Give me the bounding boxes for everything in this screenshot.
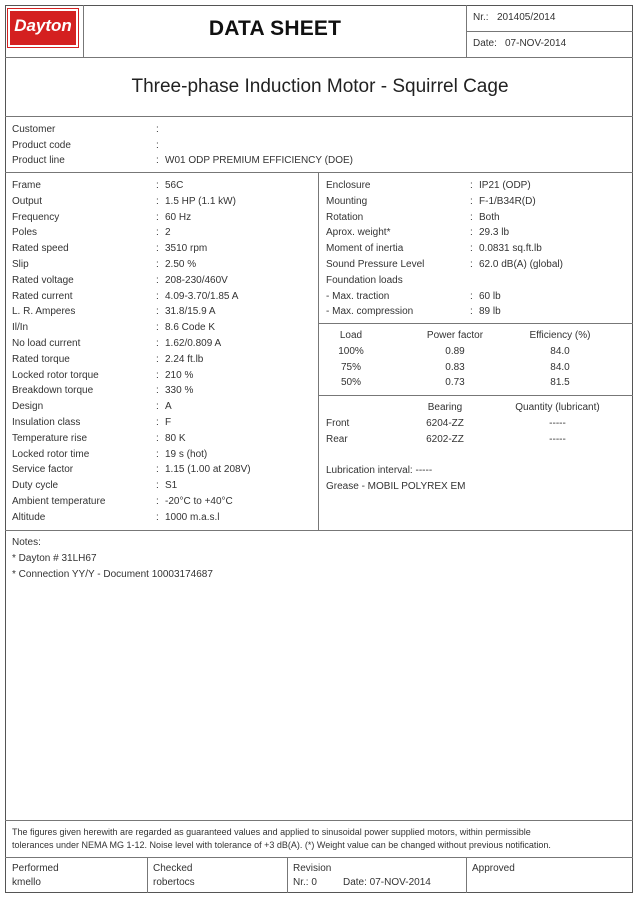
spec-value: 1000 m.a.s.l (165, 511, 220, 523)
performed-label: Performed (12, 863, 59, 874)
spec-value: 60 Hz (165, 211, 192, 223)
colon-separator: : (156, 124, 159, 135)
colon-separator: : (470, 211, 473, 223)
colon-separator: : (156, 401, 159, 413)
divider (318, 172, 319, 530)
checked-value: robertocs (153, 877, 195, 888)
divider (5, 820, 633, 821)
spec-value: 1.15 (1.00 at 208V) (165, 464, 251, 476)
spec-value: S1 (165, 480, 178, 492)
spec-value: 80 K (165, 432, 186, 444)
table-cell: 50% (340, 377, 361, 388)
spec-value: 1.5 HP (1.1 kW) (165, 195, 236, 207)
table-cell: ----- (549, 418, 566, 429)
spec-label: Il/In (12, 322, 29, 334)
divider (5, 57, 633, 58)
spec-value: 31.8/15.9 A (165, 306, 216, 318)
spec-label: Temperature rise (12, 432, 88, 444)
colon-separator: : (156, 306, 159, 318)
spec-value: 60 lb (479, 290, 501, 302)
table-header: Bearing (427, 402, 463, 413)
colon-separator: : (156, 369, 159, 381)
document-title: DATA SHEET (208, 17, 342, 40)
table-header: Efficiency (%) (529, 330, 591, 341)
colon-separator: : (156, 385, 159, 397)
divider (5, 530, 633, 531)
lubrication-interval: Lubrication interval: ----- (326, 465, 433, 476)
spec-value: 4.09-3.70/1.85 A (165, 290, 239, 302)
spec-value: 208-230/460V (165, 274, 228, 286)
spec-label: Aprox. weight* (326, 227, 391, 239)
colon-separator: : (156, 338, 159, 349)
field-value: W01 ODP PREMIUM EFFICIENCY (DOE) (165, 155, 353, 166)
spec-label: Rated voltage (12, 274, 74, 286)
colon-separator: : (470, 195, 473, 207)
spec-label: Ambient temperature (12, 496, 106, 507)
spec-value: Both (479, 211, 500, 223)
spec-value: 330 % (165, 385, 194, 397)
revision-number: Nr.: 0 (293, 877, 317, 888)
spec-label: Output (12, 195, 43, 207)
divider (466, 31, 633, 32)
spec-value: 89 lb (479, 306, 501, 318)
spec-label: Enclosure (326, 180, 371, 191)
spec-value: F (165, 417, 172, 428)
colon-separator: : (470, 259, 473, 270)
colon-separator: : (156, 448, 159, 460)
divider (287, 857, 288, 893)
spec-label: Locked rotor torque (12, 369, 99, 381)
spec-label: Rated speed (12, 243, 69, 255)
dayton-logo: Dayton (8, 9, 78, 47)
spec-label: Rated current (12, 290, 73, 302)
spec-value: 2 (165, 227, 171, 239)
spec-label: Rotation (326, 211, 364, 223)
colon-separator: : (156, 274, 159, 286)
divider (318, 395, 633, 396)
field-label: Product code (12, 139, 71, 151)
table-cell: 75% (340, 361, 361, 373)
colon-separator: : (470, 306, 473, 318)
table-cell: ----- (549, 433, 566, 445)
table-cell: 84.0 (550, 346, 570, 357)
table-cell: Rear (326, 433, 348, 445)
spec-value: 0.0831 sq.ft.lb (479, 243, 542, 255)
spec-label: Frame (12, 180, 41, 191)
spec-value: 1.62/0.809 A (165, 338, 222, 349)
colon-separator: : (156, 227, 159, 239)
spec-label: Design (12, 401, 44, 413)
table-cell: 100% (338, 346, 364, 357)
motor-title: Three-phase Induction Motor - Squirrel Cage (131, 76, 509, 97)
spec-label: Insulation class (12, 417, 81, 428)
colon-separator: : (156, 480, 159, 492)
colon-separator: : (470, 180, 473, 191)
spec-value: 210 % (165, 369, 194, 381)
spec-value: 29.3 lb (479, 227, 510, 239)
colon-separator: : (156, 353, 159, 365)
spec-label: Sound Pressure Level (326, 259, 425, 270)
spec-value: F-1/B34R(D) (479, 195, 536, 207)
colon-separator: : (156, 195, 159, 207)
colon-separator: : (156, 432, 159, 444)
spec-label: Altitude (12, 511, 46, 523)
colon-separator: : (156, 464, 159, 476)
spec-label: Moment of inertia (326, 243, 404, 255)
spec-value: 56C (165, 180, 184, 191)
notes-title: Notes: (12, 537, 41, 548)
spec-label: Breakdown torque (12, 385, 94, 397)
spec-value: 62.0 dB(A) (global) (479, 259, 563, 270)
table-cell: 84.0 (550, 361, 570, 373)
table-cell: 0.73 (445, 377, 465, 388)
date-label: Date: (473, 38, 497, 49)
divider (5, 172, 633, 173)
colon-separator: : (470, 290, 473, 302)
colon-separator: : (156, 322, 159, 334)
checked-label: Checked (153, 863, 193, 874)
table-cell: 6204-ZZ (426, 418, 464, 429)
table-cell: 6202-ZZ (426, 433, 464, 445)
table-cell: 0.83 (445, 361, 465, 373)
spec-label: - Max. compression (326, 306, 414, 318)
colon-separator: : (470, 227, 473, 239)
colon-separator: : (156, 243, 159, 255)
field-label: Customer (12, 124, 56, 135)
field-label: Product line (12, 155, 65, 166)
number-value: 201405/2014 (497, 12, 556, 23)
spec-label: Slip (12, 259, 29, 270)
divider (466, 857, 467, 893)
colon-separator: : (156, 139, 159, 151)
spec-value: A (165, 401, 172, 413)
colon-separator: : (156, 511, 159, 523)
grease-type: Grease - MOBIL POLYREX EM (326, 481, 466, 492)
colon-separator: : (156, 211, 159, 223)
colon-separator: : (470, 243, 473, 255)
note-item: * Connection YY/Y - Document 10003174687 (12, 569, 213, 580)
data-sheet (5, 5, 633, 893)
spec-value: 3510 rpm (165, 243, 208, 255)
divider (5, 857, 633, 858)
disclaimer: The figures given herewith are regarded as guaranteed values and applied to sinusoidal power supplied motors, within permissible tolerances under NEMA MG 1-12. Noise level with tolerance of +3 dB(A). (*) Weight value can be changed without previous notification. (12, 827, 551, 850)
spec-value: 8.6 Code K (165, 322, 216, 334)
table-header: Power factor (426, 330, 484, 341)
table-cell: 81.5 (550, 377, 570, 388)
spec-value: 19 s (hot) (165, 448, 208, 460)
revision-label: Revision (293, 863, 332, 874)
table-header: Quantity (lubricant) (515, 402, 600, 413)
colon-separator: : (156, 496, 159, 507)
colon-separator: : (156, 180, 159, 191)
spec-value: IP21 (ODP) (479, 180, 531, 191)
spec-label: Poles (12, 227, 38, 239)
divider (147, 857, 148, 893)
colon-separator: : (156, 290, 159, 302)
note-item: * Dayton # 31LH67 (12, 553, 97, 564)
performed-value: kmello (12, 877, 41, 888)
table-header: Load (339, 330, 363, 341)
spec-label: No load current (12, 338, 81, 349)
approved-label: Approved (472, 863, 515, 874)
spec-label: Rated torque (12, 353, 70, 365)
spec-value: 2.24 ft.lb (165, 353, 204, 365)
colon-separator: : (156, 259, 159, 270)
spec-label: Frequency (12, 211, 60, 223)
date-value: 07-NOV-2014 (505, 38, 567, 49)
foundation-title: Foundation loads (326, 274, 403, 286)
spec-label: Duty cycle (12, 480, 59, 492)
divider (83, 5, 84, 57)
spec-label: Mounting (326, 195, 368, 207)
spec-label: Locked rotor time (12, 448, 90, 460)
divider (5, 116, 633, 117)
colon-separator: : (156, 417, 159, 428)
table-cell: Front (326, 418, 350, 429)
spec-value: -20°C to +40°C (165, 496, 233, 507)
table-cell: 0.89 (445, 346, 465, 357)
spec-label: Service factor (12, 464, 74, 476)
spec-label: L. R. Amperes (12, 306, 76, 318)
spec-value: 2.50 % (165, 259, 197, 270)
divider (318, 323, 633, 324)
spec-label: - Max. traction (326, 290, 390, 302)
number-label: Nr.: (473, 12, 489, 23)
revision-date: Date: 07-NOV-2014 (343, 877, 431, 888)
colon-separator: : (156, 155, 159, 166)
